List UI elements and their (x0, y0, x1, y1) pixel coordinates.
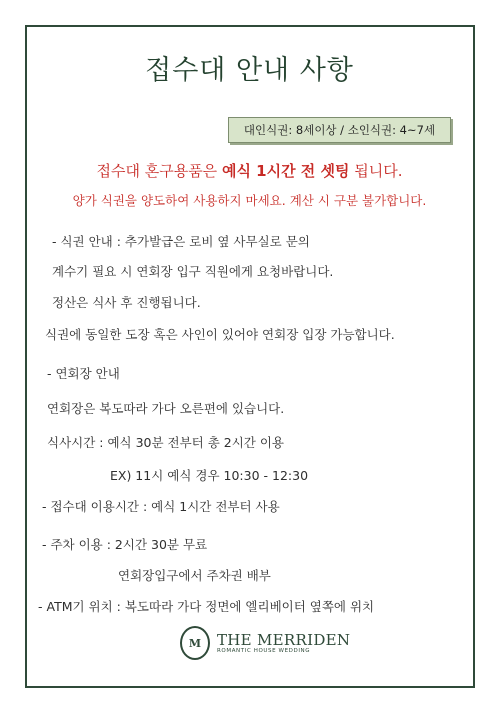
counter-line: 계수기 필요 시 연회장 입구 직원에게 요청바랍니다. (52, 264, 334, 279)
transfer-warning: 양가 식권을 양도하여 사용하지 마세요. 계산 시 구분 불가합니다. (72, 193, 427, 208)
hall-guide-heading: - 연회장 안내 (47, 366, 120, 381)
ticket-age-badge: 대인식권: 8세이상 / 소인식권: 4~7세 (228, 117, 451, 143)
meal-example-line: EX) 11시 예식 경우 10:30 - 12:30 (110, 468, 309, 483)
atm-line: - ATM기 위치 : 복도따라 가다 정면에 엘리베이터 옆쪽에 위치 (38, 599, 375, 614)
logo-subtitle: ROMANTIC HOUSE WEDDING (217, 648, 311, 654)
reception-time-line: - 접수대 이용시간 : 예식 1시간 전부터 사용 (42, 499, 280, 514)
setup-notice (0, 160, 499, 181)
setup-notice-prefix: 접수대 혼구용품은 (96, 162, 222, 180)
merriden-monogram-icon: M (180, 626, 210, 660)
setup-notice-suffix: 됩니다. (349, 162, 403, 180)
parking-ticket-line: 연회장입구에서 주차권 배부 (118, 568, 271, 583)
stamp-line: 식권에 동일한 도장 혹은 사인이 있어야 연회장 입장 가능합니다. (45, 327, 395, 342)
ticket-info-line: - 식권 안내 : 추가발급은 로비 옆 사무실로 문의 (52, 234, 310, 249)
parking-line: - 주차 이용 : 2시간 30분 무료 (42, 537, 208, 552)
hall-location-line: 연회장은 복도따라 가다 오른편에 있습니다. (47, 401, 285, 416)
logo-name: THE MERRIDEN (217, 631, 351, 649)
merriden-logo (180, 626, 350, 660)
meal-time-line: 식사시간 : 예식 30분 전부터 총 2시간 이용 (47, 435, 285, 450)
page-title: 접수대 안내 사항 (145, 55, 354, 86)
setup-notice-bold: 예식 1시간 전 셋팅 (221, 162, 350, 180)
settlement-line: 정산은 식사 후 진행됩니다. (52, 295, 201, 310)
